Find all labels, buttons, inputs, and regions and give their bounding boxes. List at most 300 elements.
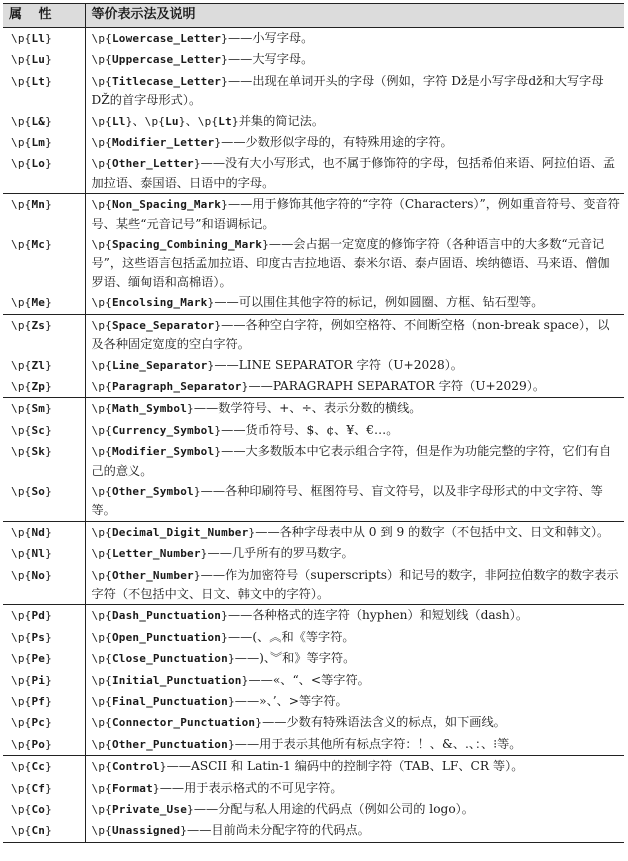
property-code: Cc <box>31 760 46 774</box>
escape-prefix: \p{ <box>91 803 112 817</box>
description-text: ——货币符号、$、¢、¥、€…。 <box>221 422 399 437</box>
property-name: Titlecase_Letter <box>111 74 222 88</box>
table-row <box>3 778 624 799</box>
property-name: Paragraph_Separator <box>111 379 242 393</box>
escape-suffix: } <box>227 652 235 666</box>
escape-prefix: \p{ <box>11 803 32 817</box>
property-cell <box>3 691 85 712</box>
property-cell <box>3 153 85 193</box>
escape-suffix: } <box>187 803 194 817</box>
property-name: Other_Symbol <box>111 484 194 498</box>
escape-prefix: \p{ <box>91 358 112 372</box>
property-code: Ll <box>31 32 46 45</box>
table-row <box>3 521 624 543</box>
escape-suffix: } <box>241 379 249 393</box>
property-cell <box>3 756 85 778</box>
property-name: Initial_Punctuation <box>111 673 242 687</box>
description-text: ——»、’、>等字符。 <box>234 694 348 708</box>
property-code: Pd <box>31 609 46 623</box>
description-cell <box>85 420 624 441</box>
escape-suffix: } <box>45 824 52 838</box>
escape-prefix: \p{ <box>11 358 32 372</box>
escape-prefix: \p{ <box>91 402 112 416</box>
description-text: ——少数形似字母的，有特殊用途的字符。 <box>221 135 453 150</box>
separator: 、 <box>185 113 198 128</box>
description-text: ——用于表示其他所有标点字符：！、&、.、：、⁝等。 <box>234 736 522 751</box>
escape-suffix: } <box>45 53 52 67</box>
escape-suffix: } <box>159 760 167 774</box>
table-row <box>3 565 624 605</box>
description-text: ——会占据一定宽度的修饰字符（各种语言中的大多数“元音记号”，这些语言包括孟加拉语、印度古吉拉地语、泰米尔语、泰卢固语、埃纳德语、马来语、僧伽罗语、缅甸语和高棉语）。 <box>91 237 610 289</box>
escape-prefix: \p{ <box>11 609 32 623</box>
escape-prefix: \p{ <box>91 695 112 708</box>
escape-suffix: } <box>45 358 52 372</box>
property-name: Other_Punctuation <box>111 737 228 751</box>
escape-prefix: \p{ <box>11 318 32 332</box>
escape-suffix: } <box>45 695 52 708</box>
description-text: 并集的简记法。 <box>238 113 325 128</box>
description-text: ——(、︽和《等字符。 <box>227 629 355 644</box>
escape-suffix: } <box>125 114 133 128</box>
escape-prefix: \p{ <box>11 737 32 751</box>
escape-prefix: \p{ <box>11 157 32 171</box>
escape-prefix: \p{ <box>91 318 112 332</box>
property-cell <box>3 111 85 132</box>
description-cell <box>85 712 624 733</box>
escape-prefix: \p{ <box>91 445 112 459</box>
property-cell <box>3 799 85 820</box>
property-cell <box>3 712 85 733</box>
property-code: Zp <box>31 379 46 393</box>
escape-prefix: \p{ <box>91 652 112 666</box>
description-cell <box>85 292 624 314</box>
property-name: Encolsing_Mark <box>111 296 208 310</box>
description-cell <box>85 398 624 420</box>
table-row <box>3 691 624 712</box>
property-code: Sc <box>31 423 46 437</box>
escape-suffix: } <box>45 136 52 150</box>
escape-prefix: \p{ <box>11 238 32 252</box>
escape-prefix: \p{ <box>91 53 112 67</box>
escape-suffix: } <box>221 630 228 644</box>
table-row <box>3 605 624 627</box>
escape-prefix: \p{ <box>11 53 32 67</box>
property-name: Uppercase_Letter <box>111 53 222 67</box>
escape-prefix: \p{ <box>11 114 32 128</box>
property-name: Lowercase_Letter <box>111 32 222 45</box>
description-text: ——用于修饰其他字符的“字符（Characters）”，例如重音符号、变音符号、某些“元音记号”和语调标记。 <box>91 197 620 231</box>
escape-prefix: \p{ <box>11 32 32 45</box>
escape-prefix: \p{ <box>91 609 112 623</box>
description-cell <box>85 648 624 669</box>
property-name: Format <box>111 781 153 795</box>
description-text: ——大写字母。 <box>227 52 314 67</box>
escape-suffix: } <box>231 114 239 128</box>
header-description: 等价表示法及说明 <box>85 4 624 28</box>
escape-suffix: } <box>187 402 194 416</box>
description-text: ——«、“、<等字符。 <box>248 672 370 687</box>
property-cell <box>3 778 85 799</box>
description-cell <box>85 670 624 691</box>
description-text: ——分配与私人用途的代码点（例如公司的 logo）。 <box>193 802 474 817</box>
escape-prefix: \p{ <box>91 737 112 751</box>
escape-suffix: } <box>221 609 228 623</box>
description-cell <box>85 49 624 70</box>
description-text: ——各种空白字符，例如空格符、不间断空格（non-break space），以及各种固定宽度的空白字符。 <box>91 317 610 352</box>
escape-prefix: \p{ <box>91 525 112 539</box>
escape-suffix: } <box>221 198 228 212</box>
escape-suffix: } <box>45 238 52 252</box>
property-name: Close_Punctuation <box>111 652 228 666</box>
escape-suffix: } <box>262 238 269 252</box>
escape-suffix: } <box>200 547 208 561</box>
escape-suffix: } <box>45 198 52 212</box>
property-code: Ll <box>111 114 126 128</box>
description-cell <box>85 799 624 820</box>
property-code: L& <box>31 114 46 128</box>
property-cell <box>3 49 85 70</box>
escape-prefix: \p{ <box>11 525 32 539</box>
property-cell <box>3 314 85 354</box>
escape-suffix: } <box>193 568 201 582</box>
description-cell <box>85 111 624 132</box>
description-text: ——可以围住其他字符的标记，例如圆圈、方框、钻石型等。 <box>214 295 544 310</box>
escape-prefix: \p{ <box>11 198 32 212</box>
description-text: ——PARAGRAPH SEPARATOR 字符（U+2029）。 <box>248 378 546 393</box>
property-cell <box>3 481 85 521</box>
property-code: Pi <box>31 673 46 687</box>
escape-prefix: \p{ <box>11 379 32 393</box>
escape-suffix: } <box>45 652 52 666</box>
description-cell <box>85 820 624 842</box>
property-code: Lt <box>31 74 46 88</box>
property-code: Lu <box>165 114 179 128</box>
property-cell <box>3 71 85 111</box>
property-code: Pf <box>31 695 46 708</box>
escape-suffix: } <box>45 781 52 795</box>
table-row <box>3 481 624 521</box>
property-name: Math_Symbol <box>111 402 188 416</box>
table-row <box>3 398 624 420</box>
property-cell <box>3 132 85 153</box>
description-cell <box>85 605 624 627</box>
description-text: ——目前尚未分配字符的代码点。 <box>187 823 370 838</box>
description-cell <box>85 132 624 153</box>
escape-suffix: } <box>214 423 222 437</box>
property-code: Lo <box>31 157 46 171</box>
description-text: ——数学符号、+、÷、表示分数的横线。 <box>193 401 422 416</box>
description-cell <box>85 734 624 756</box>
escape-suffix: } <box>45 716 52 730</box>
property-code: Me <box>31 296 46 310</box>
escape-prefix: \p{ <box>91 484 112 498</box>
escape-prefix: \p{ <box>11 445 32 459</box>
description-cell <box>85 153 624 193</box>
property-cell <box>3 376 85 398</box>
property-cell <box>3 420 85 441</box>
description-cell <box>85 194 624 234</box>
property-code: Co <box>31 803 46 817</box>
table-row <box>3 627 624 648</box>
description-cell <box>85 691 624 712</box>
table-row <box>3 314 624 354</box>
property-code: Cn <box>31 824 46 838</box>
escape-prefix: \p{ <box>91 673 112 687</box>
escape-suffix: } <box>45 114 52 128</box>
escape-suffix: } <box>221 53 228 67</box>
property-code: Pc <box>31 716 46 730</box>
escape-prefix: \p{ <box>91 716 112 730</box>
escape-prefix: \p{ <box>91 74 112 88</box>
escape-suffix: } <box>178 114 186 128</box>
description-text: ——少数有特殊语法含义的标点，如下画线。 <box>262 715 506 730</box>
description-cell <box>85 627 624 648</box>
escape-suffix: } <box>241 673 249 687</box>
escape-suffix: } <box>45 423 52 437</box>
property-code: Mn <box>31 198 46 212</box>
escape-prefix: \p{ <box>11 781 32 795</box>
property-cell <box>3 194 85 234</box>
description-text: ——作为加密符号（superscripts）和记号的数字，非阿拉伯数字的数字表示字符（不包括中文、日文、韩文中的字符）。 <box>91 567 619 601</box>
property-name: Other_Number <box>111 568 194 582</box>
escape-prefix: \p{ <box>91 114 112 128</box>
property-name: Dash_Punctuation <box>111 609 222 623</box>
table-row <box>3 420 624 441</box>
table-row <box>3 648 624 669</box>
property-cell <box>3 543 85 564</box>
escape-prefix: \p{ <box>11 673 32 687</box>
table-row <box>3 153 624 193</box>
property-name: Private_Use <box>111 803 188 817</box>
escape-suffix: } <box>45 318 52 332</box>
escape-suffix: } <box>45 760 52 774</box>
property-code: Lm <box>31 136 46 150</box>
table-row <box>3 799 624 820</box>
escape-prefix: \p{ <box>144 114 166 128</box>
description-text: ——几乎所有的罗马数字。 <box>207 546 354 561</box>
escape-suffix: } <box>227 737 235 751</box>
escape-suffix: } <box>45 673 52 687</box>
property-cell <box>3 605 85 627</box>
description-cell <box>85 521 624 543</box>
description-text: ——ASCII 和 Latin-1 编码中的控制字符（TAB、LF、CR 等）。 <box>166 759 524 774</box>
description-text: ——大多数版本中它表示组合字符，但是作为功能完整的字符，它们有自己的意义。 <box>91 444 612 478</box>
escape-prefix: \p{ <box>91 296 112 310</box>
property-code: Lt <box>218 114 232 128</box>
description-text: ——小写字母。 <box>227 31 314 45</box>
property-cell <box>3 565 85 605</box>
escape-prefix: \p{ <box>11 484 32 498</box>
escape-prefix: \p{ <box>11 716 32 730</box>
table-row <box>3 111 624 132</box>
escape-prefix: \p{ <box>91 157 112 171</box>
table-row <box>3 734 624 756</box>
escape-prefix: \p{ <box>11 547 32 561</box>
property-cell <box>3 648 85 669</box>
escape-suffix: } <box>227 695 235 708</box>
property-name: Decimal_Digit_Number <box>111 525 249 539</box>
description-cell <box>85 543 624 564</box>
escape-suffix: } <box>45 484 52 498</box>
escape-prefix: \p{ <box>11 568 32 582</box>
property-code: Lu <box>31 53 46 67</box>
table-row <box>3 670 624 691</box>
description-cell <box>85 355 624 376</box>
property-code: No <box>31 568 46 582</box>
table-body <box>3 28 624 843</box>
escape-suffix: } <box>45 737 52 751</box>
property-name: Control <box>111 760 160 774</box>
property-name: Connector_Punctuation <box>111 716 256 730</box>
property-cell <box>3 734 85 756</box>
property-name: Currency_Symbol <box>111 423 215 437</box>
table-row <box>3 376 624 398</box>
property-name: Other_Letter <box>111 157 194 171</box>
property-name: Non_Spacing_Mark <box>111 198 222 212</box>
escape-prefix: \p{ <box>91 547 112 561</box>
description-text: ——各种字母表中从 0 到 9 的数字（不包括中文、日文和韩文）。 <box>255 524 610 539</box>
property-name: Line_Separator <box>111 358 208 372</box>
property-code: Po <box>31 737 46 751</box>
table-row <box>3 355 624 376</box>
table-row <box>3 543 624 564</box>
escape-prefix: \p{ <box>91 238 112 252</box>
escape-prefix: \p{ <box>197 114 219 128</box>
escape-suffix: } <box>221 74 228 88</box>
escape-suffix: } <box>45 568 52 582</box>
description-cell <box>85 376 624 398</box>
escape-prefix: \p{ <box>91 198 112 212</box>
description-cell <box>85 314 624 354</box>
description-cell <box>85 756 624 778</box>
escape-suffix: } <box>45 630 52 644</box>
escape-suffix: } <box>45 296 52 310</box>
table-row <box>3 712 624 733</box>
property-cell <box>3 292 85 314</box>
escape-prefix: \p{ <box>91 630 112 644</box>
property-code: Cf <box>31 781 46 795</box>
escape-suffix: } <box>152 781 160 795</box>
escape-suffix: } <box>193 157 201 171</box>
property-name: Letter_Number <box>111 547 201 561</box>
escape-prefix: \p{ <box>91 824 112 838</box>
property-code: Zl <box>31 358 46 372</box>
table-row <box>3 71 624 111</box>
description-text: ——各种印刷符号、框图符号、盲文符号，以及非字母形式的中文字符、等等。 <box>91 483 603 518</box>
property-cell <box>3 820 85 842</box>
escape-prefix: \p{ <box>11 296 32 310</box>
escape-prefix: \p{ <box>11 824 32 838</box>
escape-suffix: } <box>221 32 228 45</box>
property-name: Modifier_Letter <box>111 136 215 150</box>
description-cell <box>85 71 624 111</box>
escape-prefix: \p{ <box>11 402 32 416</box>
unicode-property-table <box>3 3 624 843</box>
description-text: ——出现在单词开头的字母（例如，字符 Dž是小写字母dž和大写字母 DŽ的首字母形式）。 <box>91 73 604 108</box>
description-text: ——各种格式的连字符（hyphen）和短划线（dash）。 <box>227 608 529 623</box>
description-text: ——没有大小写形式，也不属于修饰符的字母，包括希伯来语、阿拉伯语、孟加拉语、泰国语、日语中的字母。 <box>91 156 616 190</box>
escape-suffix: } <box>207 358 215 372</box>
table-row <box>3 820 624 842</box>
escape-suffix: } <box>214 136 222 150</box>
description-text: ——)、︾和》等字符。 <box>234 651 356 666</box>
property-code: Sk <box>31 445 46 459</box>
table-row <box>3 28 624 50</box>
escape-suffix: } <box>45 74 52 88</box>
property-name: Unassigned <box>111 824 181 838</box>
escape-prefix: \p{ <box>11 136 32 150</box>
escape-prefix: \p{ <box>91 379 112 393</box>
property-code: Ps <box>31 630 46 644</box>
property-cell <box>3 521 85 543</box>
property-code: So <box>31 484 46 498</box>
escape-prefix: \p{ <box>11 423 32 437</box>
property-name: Final_Punctuation <box>111 695 228 708</box>
escape-suffix: } <box>248 525 256 539</box>
description-cell <box>85 441 624 481</box>
property-code: Mc <box>31 238 46 252</box>
table-row <box>3 234 624 292</box>
escape-suffix: } <box>45 445 52 459</box>
description-cell <box>85 565 624 605</box>
property-name: Spacing_Combining_Mark <box>111 238 263 252</box>
escape-prefix: \p{ <box>11 695 32 708</box>
property-name: Open_Punctuation <box>111 630 222 644</box>
table-row <box>3 756 624 778</box>
property-code: Zs <box>31 318 46 332</box>
property-name: Modifier_Symbol <box>111 445 215 459</box>
table-row <box>3 132 624 153</box>
property-cell <box>3 398 85 420</box>
escape-suffix: } <box>45 379 52 393</box>
description-cell <box>85 28 624 50</box>
property-code: Nd <box>31 525 46 539</box>
table-row <box>3 194 624 234</box>
table-row <box>3 49 624 70</box>
escape-suffix: } <box>214 445 222 459</box>
escape-suffix: } <box>255 716 263 730</box>
property-cell <box>3 441 85 481</box>
escape-prefix: \p{ <box>11 630 32 644</box>
escape-prefix: \p{ <box>11 74 32 88</box>
escape-suffix: } <box>45 157 52 171</box>
escape-suffix: } <box>45 402 52 416</box>
escape-suffix: } <box>45 803 52 817</box>
escape-suffix: } <box>45 525 52 539</box>
escape-prefix: \p{ <box>91 32 112 45</box>
description-cell <box>85 778 624 799</box>
escape-suffix: } <box>45 609 52 623</box>
description-text: ——用于表示格式的不可见字符。 <box>159 780 343 795</box>
escape-prefix: \p{ <box>91 423 112 437</box>
escape-prefix: \p{ <box>91 568 112 582</box>
escape-prefix: \p{ <box>91 136 112 150</box>
separator: 、 <box>132 113 145 128</box>
escape-suffix: } <box>180 824 188 838</box>
property-code: Sm <box>31 402 46 416</box>
escape-prefix: \p{ <box>11 652 32 666</box>
property-code: Nl <box>31 547 46 561</box>
escape-prefix: \p{ <box>91 760 112 774</box>
escape-suffix: } <box>207 296 215 310</box>
table-row <box>3 441 624 481</box>
escape-suffix: } <box>45 32 52 45</box>
escape-suffix: } <box>45 547 52 561</box>
table-row <box>3 292 624 314</box>
escape-prefix: \p{ <box>91 781 112 795</box>
escape-prefix: \p{ <box>11 760 32 774</box>
escape-suffix: } <box>193 484 201 498</box>
